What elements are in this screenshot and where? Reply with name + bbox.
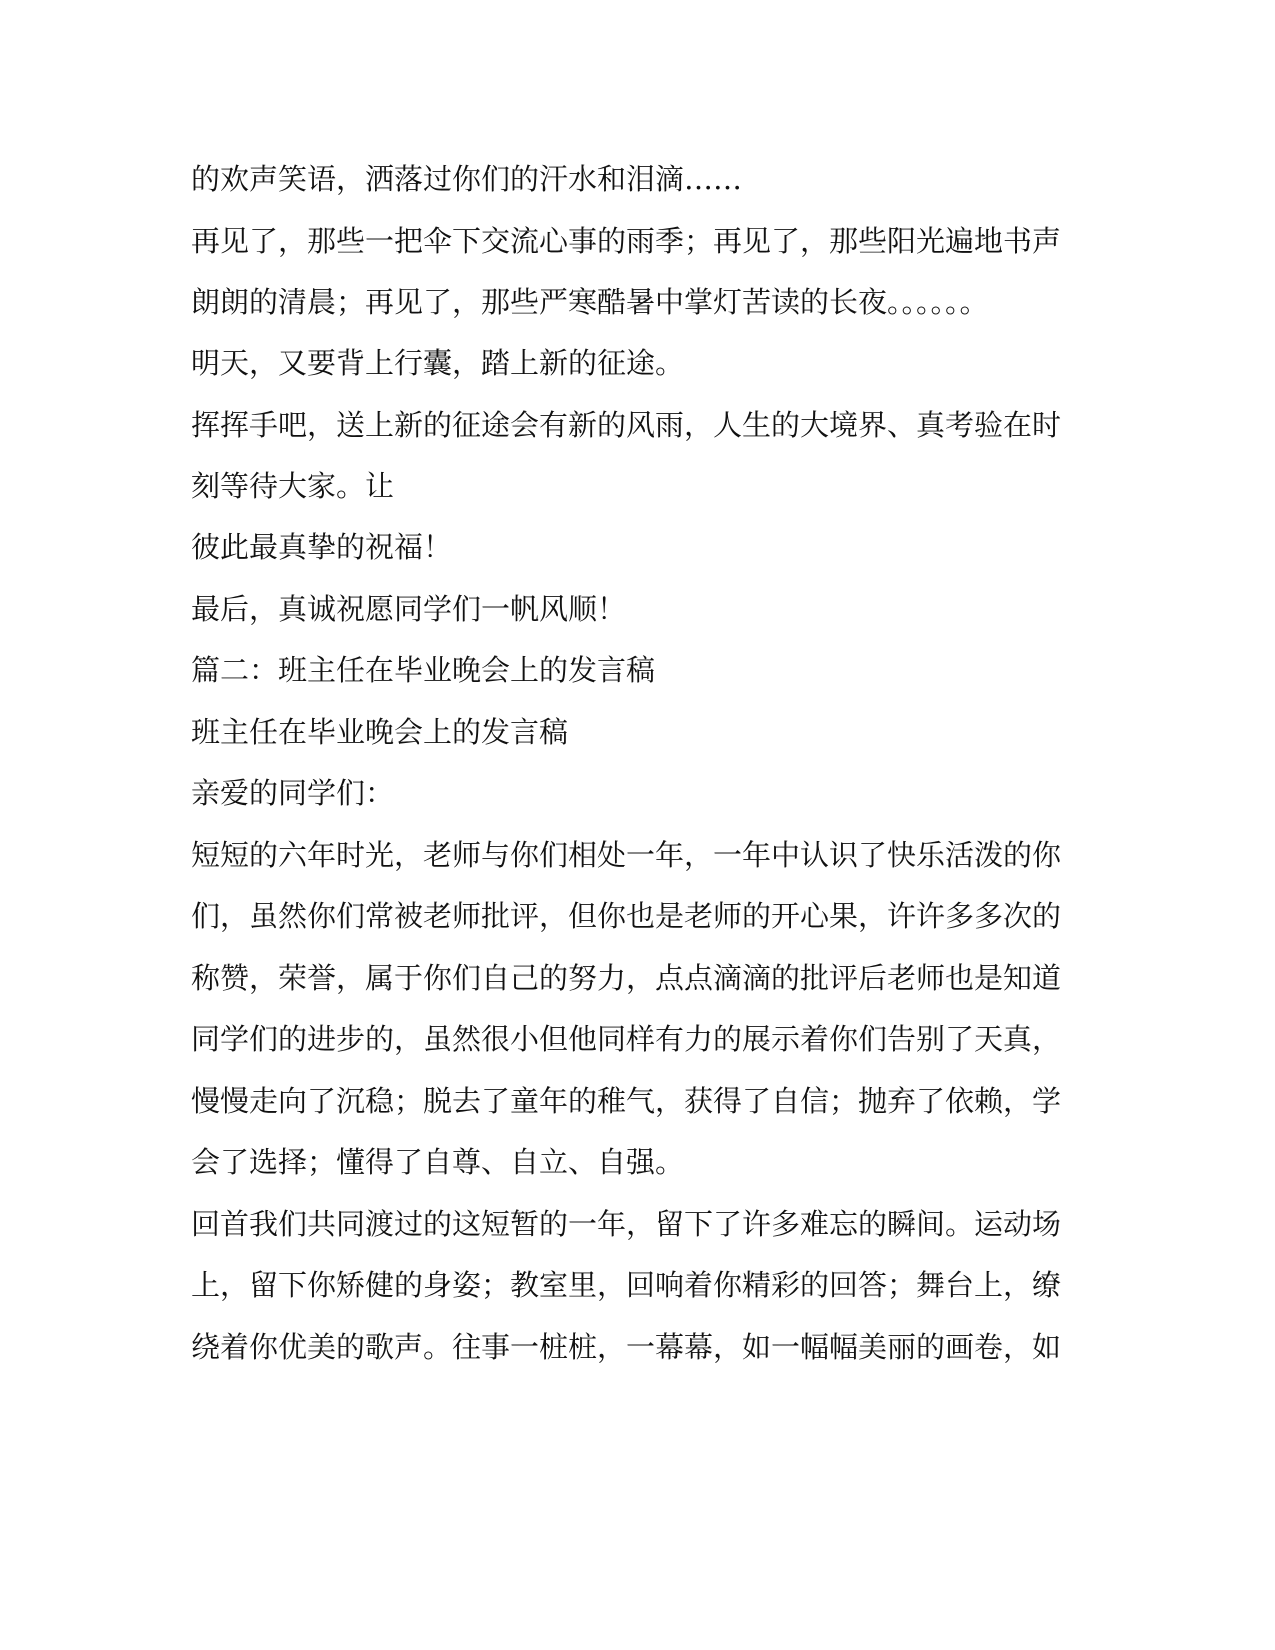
text-line: 上，留下你矫健的身姿；教室里，回响着你精彩的回答；舞台上，缭 (191, 1268, 1062, 1302)
text-line: 短短的六年时光，老师与你们相处一年，一年中认识了快乐活泼的你 (191, 838, 1062, 872)
text-line: 们，虽然你们常被老师批评，但你也是老师的开心果，许许多多次的 (191, 899, 1062, 933)
text-line: 慢慢走向了沉稳；脱去了童年的稚气，获得了自信；抛弃了依赖，学 (191, 1084, 1062, 1118)
article-title: 班主任在毕业晚会上的发言稿 (191, 715, 569, 749)
text-line: 明天，又要背上行囊，踏上新的征途。 (191, 346, 685, 380)
section-heading: 篇二：班主任在毕业晚会上的发言稿 (191, 653, 656, 687)
text-line: 最后，真诚祝愿同学们一帆风顺！ (191, 592, 627, 626)
salutation: 亲爱的同学们： (191, 776, 395, 810)
text-line: 同学们的进步的，虽然很小但他同样有力的展示着你们告别了天真， (191, 1022, 1062, 1056)
text-line: 挥挥手吧，送上新的征途会有新的风雨，人生的大境界、真考验在时 (191, 408, 1062, 442)
text-line: 朗朗的清晨；再见了，那些严寒酷暑中掌灯苦读的长夜。。。。。。 (191, 285, 989, 319)
text-line: 再见了，那些一把伞下交流心事的雨季；再见了，那些阳光遍地书声 (191, 224, 1062, 258)
text-line: 的欢声笑语，洒落过你们的汗水和泪滴…… (191, 162, 743, 196)
text-line: 称赞，荣誉，属于你们自己的努力，点点滴滴的批评后老师也是知道 (191, 961, 1062, 995)
text-line: 绕着你优美的歌声。往事一桩桩，一幕幕，如一幅幅美丽的画卷，如 (191, 1330, 1062, 1364)
text-line: 彼此最真挚的祝福！ (191, 530, 453, 564)
text-line: 刻等待大家。让 (191, 469, 395, 503)
text-line: 回首我们共同渡过的这短暂的一年，留下了许多难忘的瞬间。运动场 (191, 1207, 1062, 1241)
text-line: 会了选择；懂得了自尊、自立、自强。 (191, 1145, 685, 1179)
